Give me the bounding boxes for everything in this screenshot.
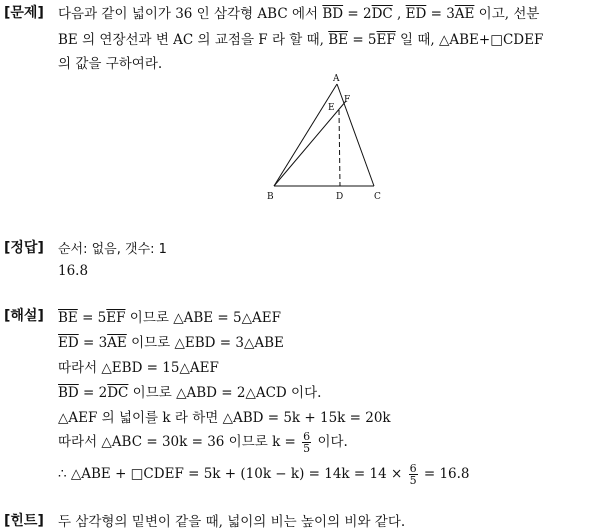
segment-ef: $\overline{EF}$ [376,32,396,48]
side-ac [337,84,374,186]
segment-bd: $\overline{BD}$ [322,6,344,22]
solution-text: = 2 [78,385,108,401]
problem-text: 일 때, △ABE+□CDEF [395,32,544,48]
solution-line-1 [58,306,281,326]
hint-text: 두 삼각형의 밑변이 같을 때, 넓이의 비는 높이의 비와 같다. [58,514,406,530]
solution-line-5: △AEF 의 넓이를 k 라 하면 △ABD = 5k + 15k = 20k [58,410,391,426]
solution-text: 이므로 △EBD = 3△ABE [126,335,284,351]
fraction [302,431,311,454]
segment-ed: $\overline{ED}$ [405,6,427,22]
fraction-denominator: 5 [409,474,417,487]
solution-text: ∴ △ABE + □CDEF = 5k + (10k − k) = 14k = 14 × [58,466,407,482]
segment-be: $\overline{BE}$ [328,32,349,48]
solution-line-6 [58,430,348,454]
vertex-a-label: A [333,74,340,84]
vertex-f-label: F [344,95,351,105]
vertex-e-label: E [328,103,335,113]
vertex-d-label: D [336,192,344,202]
vertex-b-label: B [267,192,274,202]
segment-dc: $\overline{DC}$ [371,6,393,22]
solution-line-2 [58,331,284,351]
answer-label: [정답] [4,240,44,256]
solution-label: [해설] [4,308,44,324]
problem-text: , [392,6,406,22]
hint-label: [힌트] [4,513,44,529]
problem-text: = 3 [426,6,455,22]
problem-label: [문제] [4,5,44,21]
solution-text: 이므로 △ABE = 5△AEF [125,310,281,326]
problem-text: 다음과 같이 넓이가 36 인 삼각형 ABC 에서 [58,6,323,22]
solution-line-7 [58,463,470,486]
problem-text: = 2 [343,6,372,22]
triangle-figure [262,72,392,204]
segment-ed-line [339,110,340,186]
solution-line-4 [58,381,321,401]
fraction-numerator: 6 [409,462,417,475]
solution-text: = 3 [78,335,108,351]
problem-text: BE 의 연장선과 변 AC 의 교점을 F 라 할 때, [58,32,329,48]
solution-text: 이다. [313,434,348,450]
solution-text: = 16.8 [419,466,470,482]
segment-bd: $\overline{BD}$ [58,385,79,401]
solution-text: 이므로 △ABD = 2△ACD 이다. [128,385,322,401]
solution-text: = 5 [77,310,107,326]
answer-meta: 순서: 없음, 갯수: 1 [58,242,167,257]
answer-value: 16.8 [58,263,89,279]
segment-ae: $\overline{AE}$ [107,335,127,351]
side-ab [274,84,337,186]
fraction [409,463,418,486]
segment-ed: $\overline{ED}$ [58,335,79,351]
vertex-c-label: C [374,192,381,202]
problem-line-3: 의 값을 구하여라. [58,56,163,72]
solution-text: 따라서 △ABC = 30k = 36 이므로 k = [58,434,301,450]
problem-text: = 5 [348,32,377,48]
fraction-denominator: 5 [303,442,311,455]
problem-line-1 [58,2,539,22]
segment-be: $\overline{BE}$ [58,310,78,326]
segment-bf [274,101,346,186]
problem-text: 이고, 선분 [474,6,540,22]
segment-ef: $\overline{EF}$ [106,310,126,326]
fraction-numerator: 6 [303,430,311,443]
segment-ae: $\overline{AE}$ [454,6,475,22]
solution-line-3: 따라서 △EBD = 15△AEF [58,360,219,376]
problem-line-2 [58,28,543,48]
segment-dc: $\overline{DC}$ [107,385,129,401]
